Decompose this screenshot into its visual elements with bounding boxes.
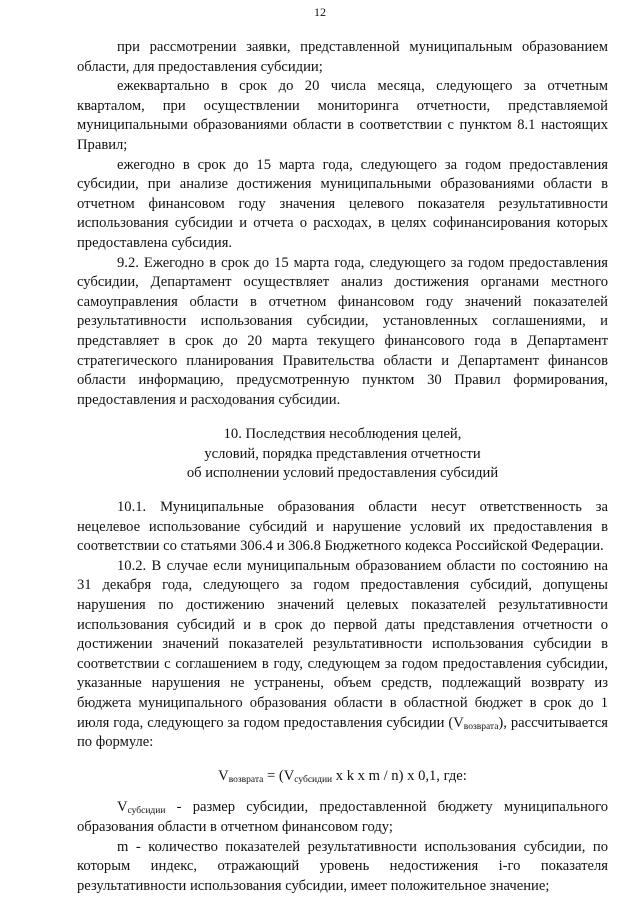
paragraph-quarterly: ежеквартально в срок до 20 числа месяца, следующего за отчетным кварталом, при осуществлении мониторинга отчетности, представляемой муниципальными образованиями области в соответствии с пунктом 8.1 настоящих Правил;	[77, 78, 608, 153]
v-return-subscript: возврата	[463, 721, 499, 732]
paragraph-9-2: 9.2. Ежегодно в срок до 15 марта года, следующего за годом предоставления субсидии, Департамент осуществляет анализ достижения органами местного самоуправления области в отчетном финансовом году значений показателей результативности использования субсидии, установленных соглашениями, и представляет в срок до 20 марта текущего финансового года в Департамент стратегического планирования Правительства области и Департамент финансов области информацию, предусмотренную пунктом 30 Правил формирования, предоставления и расходования субсидии.	[77, 254, 608, 408]
return-formula: $V_{возврата} = (V_{субсидии}$ x k x m / n) x 0,1, где:	[218, 767, 467, 785]
definition-m: m - количество показателей результативности использования субсидии, по которым индекс, отражающий уровень недостижения i-го показателя результативности использования субсидии, имеет положительное значение;	[77, 838, 608, 894]
formula-sub-subsidy: субсидии	[294, 774, 333, 785]
paragraph-10-2-text: 10.2. В случае если муниципальным образованием области по состоянию на 31 декабря года, следующего за годом предоставления субсидий, допущены нарушения по достижению значений целевых показателей результативности использования субсидий и в срок до первой даты представления отчетности о достижении значений показателей результативности использования субсидии в соответствии с соглашением в году, следующем за годом предоставления субсидии, указанные нарушения не устранены, объем средств, подлежащий возврату из бюджета муниципального образования области в областной бюджет в срок до 1 июля года, следующего за годом предоставления субсидии (V	[77, 557, 608, 731]
page-number: 12	[314, 5, 326, 19]
definition-v-subsidy: $V_{субсидии}$ - размер субсидии, предоставленной бюджету муниципального образования области в отчетном финансовом году;	[77, 799, 608, 835]
paragraph-annually: ежегодно в срок до 15 марта года, следующего за годом предоставления субсидии, при анализе достижения муниципальными образованиями области в отчетном финансовом году значения целевого показателя результативности использования субсидии и отчета о расходах, в целях софинансирования которых предоставлена субсидия.	[77, 156, 608, 251]
paragraph-10-1: 10.1. Муниципальные образования области несут ответственность за нецелевое использование субсидий и нарушение условий их предоставления в соответствии со статьями 306.4 и 306.8 Бюджетного кодекса Российской Федерации.	[77, 499, 608, 555]
section-10-heading	[77, 425, 608, 484]
paragraph-10-2	[77, 557, 608, 753]
paragraph-consideration: при рассмотрении заявки, представленной муниципальным образованием области, для предоставления субсидии;	[77, 39, 608, 75]
formula-sub-return: возврата	[228, 774, 264, 785]
paragraph-10-2-end: ), рассчитывается по формуле:	[77, 714, 609, 751]
document-body	[77, 38, 608, 896]
heading-line-3: об исполнении условий предоставления субсидий	[186, 465, 499, 482]
heading-line-2: условий, порядка представления отчетности	[204, 445, 481, 462]
heading-line-1: 10. Последствия несоблюдения целей,	[223, 426, 462, 443]
